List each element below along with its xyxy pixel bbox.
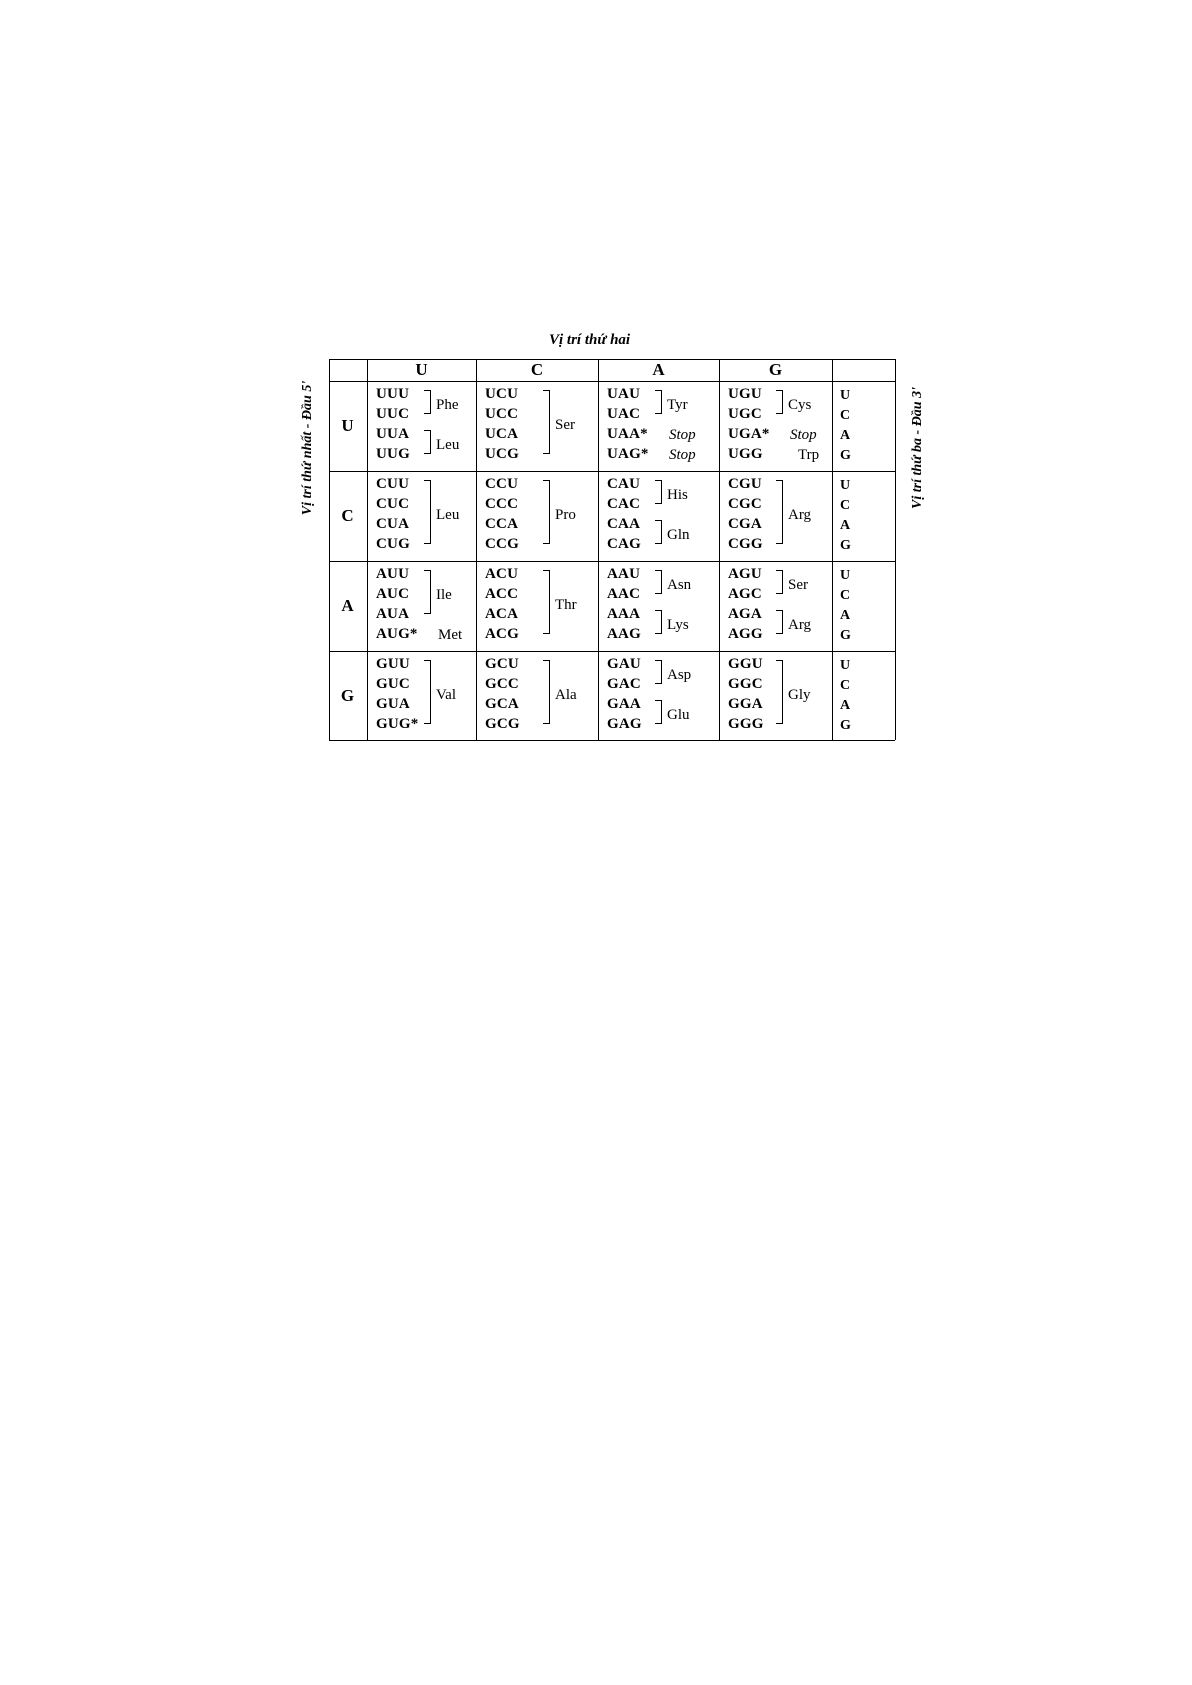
codon: GUC bbox=[376, 676, 410, 692]
third-position-letter: G bbox=[840, 538, 851, 553]
amino-acid-label: Glu bbox=[667, 707, 690, 723]
codon-cell bbox=[728, 474, 836, 564]
codon: AAU bbox=[607, 566, 641, 582]
row-header: A bbox=[341, 596, 354, 615]
third-position-letter: A bbox=[840, 698, 851, 713]
group-bracket bbox=[776, 570, 783, 594]
amino-acid-label: Phe bbox=[436, 397, 459, 413]
amino-acid-label: Val bbox=[436, 687, 456, 703]
codon: CCU bbox=[485, 476, 519, 492]
third-position-letter: A bbox=[840, 428, 851, 443]
codon: GUU bbox=[376, 656, 410, 672]
codon: CUG bbox=[376, 536, 410, 552]
codon: AAG bbox=[607, 626, 641, 642]
codon: UGG bbox=[728, 446, 763, 462]
codon: UUA bbox=[376, 426, 410, 442]
codon: AUA bbox=[376, 606, 410, 622]
codon: CGU bbox=[728, 476, 762, 492]
codon-cell bbox=[485, 654, 593, 744]
grid-vline bbox=[895, 359, 896, 740]
codon: AGU bbox=[728, 566, 762, 582]
codon: GCU bbox=[485, 656, 519, 672]
label-first-position: Vị trí thứ nhất - Đầu 5' bbox=[300, 380, 315, 516]
codon: CCG bbox=[485, 536, 519, 552]
codon-cell bbox=[376, 384, 484, 474]
codon: GGA bbox=[728, 696, 763, 712]
codon-cell bbox=[376, 474, 484, 564]
codon: ACC bbox=[485, 586, 519, 602]
codon: GCA bbox=[485, 696, 519, 712]
grid-hline bbox=[329, 381, 895, 382]
grid-vline bbox=[719, 359, 720, 740]
codon: UAC bbox=[607, 406, 641, 422]
amino-acid-label: Asp bbox=[667, 667, 692, 683]
codon-cell bbox=[485, 564, 593, 654]
codon: AAC bbox=[607, 586, 641, 602]
codon: GAU bbox=[607, 656, 641, 672]
codon: CCA bbox=[485, 516, 519, 532]
codon: UUC bbox=[376, 406, 410, 422]
group-bracket bbox=[655, 610, 662, 634]
codon: CAG bbox=[607, 536, 641, 552]
amino-acid-label: Arg bbox=[788, 507, 812, 523]
group-bracket bbox=[655, 700, 662, 724]
codon-cell bbox=[728, 564, 836, 654]
third-position-letter: A bbox=[840, 518, 851, 533]
codon: UUU bbox=[376, 386, 410, 402]
amino-acid-label: Cys bbox=[788, 397, 812, 413]
codon-cell bbox=[728, 384, 836, 474]
group-bracket bbox=[424, 390, 431, 414]
codon-cell bbox=[607, 384, 715, 474]
third-position-letter: G bbox=[840, 628, 851, 643]
third-position-letter: C bbox=[840, 678, 851, 693]
codon: UGA* bbox=[728, 426, 770, 442]
codon: CUU bbox=[376, 476, 410, 492]
amino-acid-label: Stop bbox=[669, 447, 696, 463]
codon: GCG bbox=[485, 716, 520, 732]
label-third-position: Vị trí thứ ba - Đầu 3' bbox=[910, 387, 925, 509]
codon-cell bbox=[728, 654, 836, 744]
third-position-letter: C bbox=[840, 408, 851, 423]
amino-acid-label: Leu bbox=[436, 437, 460, 453]
amino-acid-label: Ile bbox=[436, 587, 452, 603]
third-position-letter: U bbox=[840, 568, 851, 583]
codon: UAG* bbox=[607, 446, 649, 462]
column-header: A bbox=[652, 360, 665, 379]
codon: ACU bbox=[485, 566, 519, 582]
codon: CGC bbox=[728, 496, 762, 512]
codon-cell bbox=[376, 564, 484, 654]
title-second-position: Vị trí thứ hai bbox=[549, 332, 631, 348]
codon: CUA bbox=[376, 516, 410, 532]
amino-acid-label: Gly bbox=[788, 687, 811, 703]
codon-cell bbox=[607, 564, 715, 654]
column-header: G bbox=[768, 360, 783, 379]
codon: GAC bbox=[607, 676, 641, 692]
group-bracket bbox=[776, 480, 783, 544]
codon: GGC bbox=[728, 676, 763, 692]
row-header: U bbox=[341, 416, 354, 435]
group-bracket bbox=[543, 390, 550, 454]
third-position-letter: U bbox=[840, 388, 851, 403]
group-bracket bbox=[543, 570, 550, 634]
codon-cell bbox=[376, 654, 484, 744]
third-position-letter: G bbox=[840, 448, 851, 463]
amino-acid-label: Asn bbox=[667, 577, 692, 593]
codon: GGU bbox=[728, 656, 763, 672]
codon: ACG bbox=[485, 626, 519, 642]
amino-acid-label: Stop bbox=[790, 427, 817, 443]
codon: UAA* bbox=[607, 426, 648, 442]
codon-cell bbox=[607, 654, 715, 744]
third-position-letter: G bbox=[840, 718, 851, 733]
grid-vline bbox=[367, 359, 368, 740]
amino-acid-label: Ser bbox=[788, 577, 808, 593]
codon: CGG bbox=[728, 536, 763, 552]
codon: AGC bbox=[728, 586, 762, 602]
amino-acid-label: His bbox=[667, 487, 688, 503]
amino-acid-label: Leu bbox=[436, 507, 460, 523]
third-position-letter: C bbox=[840, 498, 851, 513]
column-header: U bbox=[415, 360, 428, 379]
group-bracket bbox=[424, 660, 431, 724]
codon: AUU bbox=[376, 566, 410, 582]
group-bracket bbox=[543, 660, 550, 724]
amino-acid-label: Trp bbox=[798, 447, 820, 463]
group-bracket bbox=[655, 660, 662, 684]
amino-acid-label: Thr bbox=[555, 597, 577, 613]
amino-acid-label: Gln bbox=[667, 527, 690, 543]
amino-acid-label: Arg bbox=[788, 617, 812, 633]
amino-acid-label: Ala bbox=[555, 687, 577, 703]
codon: CAC bbox=[607, 496, 641, 512]
third-position-letter: A bbox=[840, 608, 851, 623]
codon: ACA bbox=[485, 606, 519, 622]
codon: GAG bbox=[607, 716, 642, 732]
group-bracket bbox=[424, 430, 431, 454]
codon: UGC bbox=[728, 406, 762, 422]
group-bracket bbox=[655, 480, 662, 504]
codon: CAU bbox=[607, 476, 641, 492]
codon: GCC bbox=[485, 676, 519, 692]
group-bracket bbox=[776, 660, 783, 724]
group-bracket bbox=[655, 520, 662, 544]
amino-acid-label: Tyr bbox=[667, 397, 688, 413]
codon: UCU bbox=[485, 386, 519, 402]
codon-cell bbox=[485, 474, 593, 564]
third-position-letter: U bbox=[840, 658, 851, 673]
codon: CAA bbox=[607, 516, 641, 532]
group-bracket bbox=[424, 570, 431, 614]
amino-acid-label: Pro bbox=[555, 507, 576, 523]
grid-vline bbox=[598, 359, 599, 740]
group-bracket bbox=[543, 480, 550, 544]
group-bracket bbox=[776, 390, 783, 414]
codon: AUC bbox=[376, 586, 410, 602]
codon-cell bbox=[485, 384, 593, 474]
codon: UUG bbox=[376, 446, 410, 462]
group-bracket bbox=[655, 390, 662, 414]
codon: UCC bbox=[485, 406, 519, 422]
codon: UAU bbox=[607, 386, 641, 402]
third-position-letter: U bbox=[840, 478, 851, 493]
group-bracket bbox=[655, 570, 662, 594]
codon: GGG bbox=[728, 716, 764, 732]
codon: UCG bbox=[485, 446, 519, 462]
group-bracket bbox=[776, 610, 783, 634]
column-header: C bbox=[530, 360, 544, 379]
third-position-letter: C bbox=[840, 588, 851, 603]
codon: GUA bbox=[376, 696, 410, 712]
amino-acid-label: Ser bbox=[555, 417, 575, 433]
row-header: G bbox=[340, 686, 355, 705]
codon: CUC bbox=[376, 496, 410, 512]
group-bracket bbox=[424, 480, 431, 544]
row-header: C bbox=[341, 506, 354, 525]
codon: AUG* bbox=[376, 626, 418, 642]
codon: AGG bbox=[728, 626, 763, 642]
codon: CCC bbox=[485, 496, 519, 512]
codon: AGA bbox=[728, 606, 762, 622]
codon: GAA bbox=[607, 696, 641, 712]
codon: UGU bbox=[728, 386, 762, 402]
amino-acid-label: Lys bbox=[667, 617, 689, 633]
codon: AAA bbox=[607, 606, 641, 622]
codon-cell bbox=[607, 474, 715, 564]
codon: GUG* bbox=[376, 716, 419, 732]
codon: UCA bbox=[485, 426, 519, 442]
amino-acid-label: Stop bbox=[669, 427, 696, 443]
codon: CGA bbox=[728, 516, 762, 532]
amino-acid-label: Met bbox=[438, 627, 463, 643]
